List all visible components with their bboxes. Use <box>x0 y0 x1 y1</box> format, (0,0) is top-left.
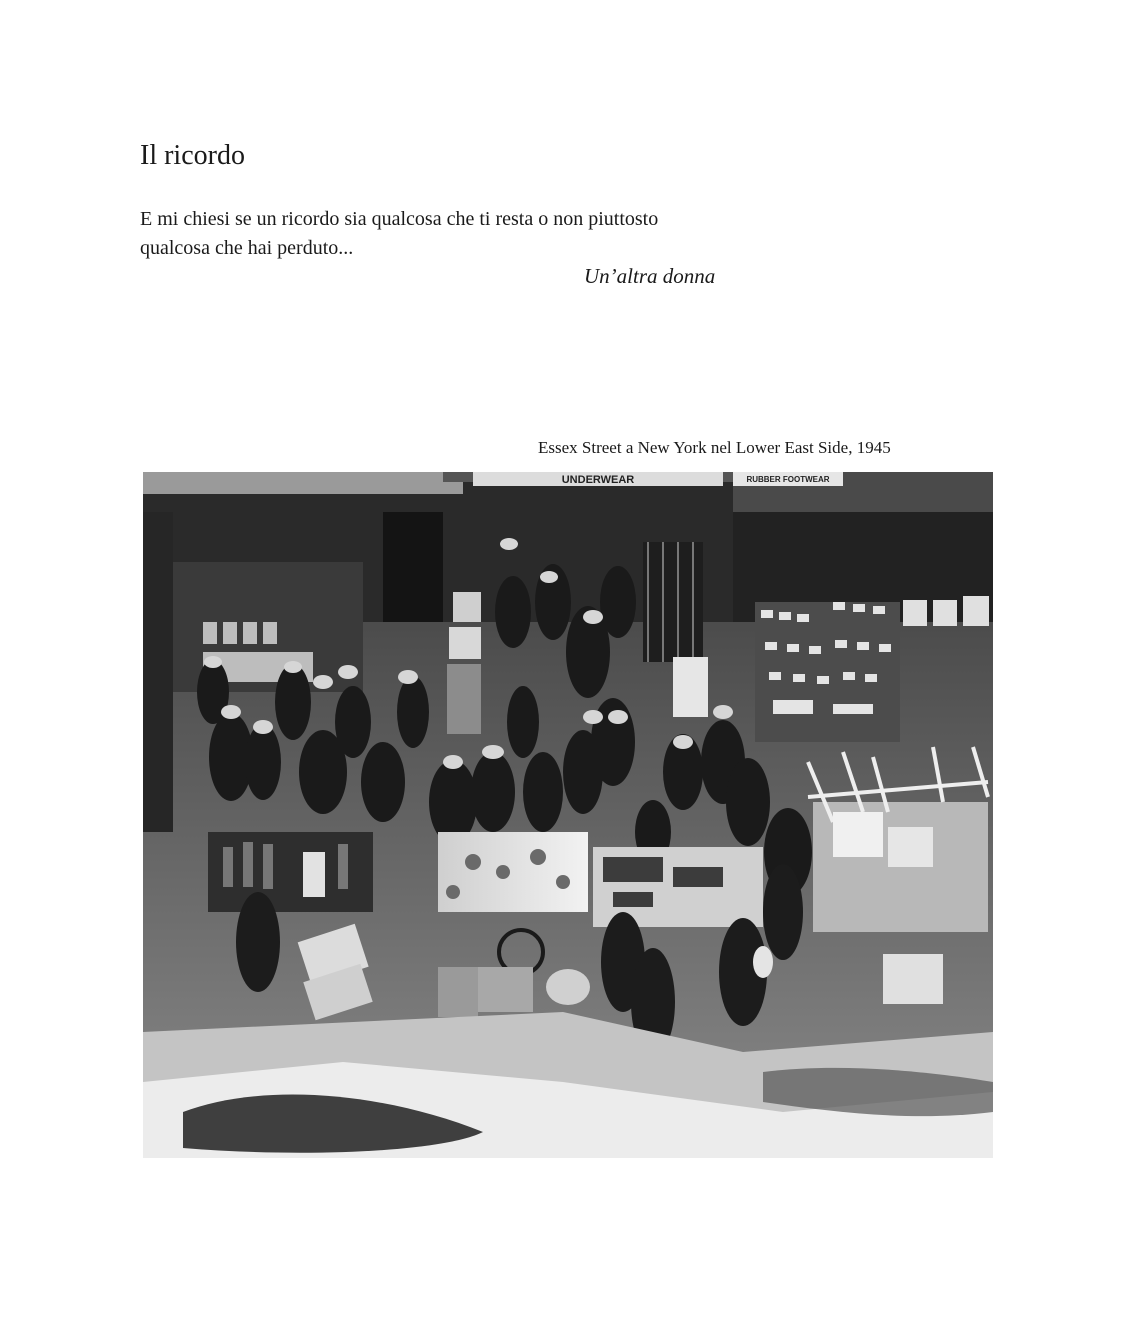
photo-caption: Essex Street a New York nel Lower East Side, 1945 <box>538 438 891 457</box>
epigraph-source: Un’altra donna <box>584 264 716 288</box>
page-title: Il ricordo <box>140 140 245 171</box>
street-market-photo <box>143 472 993 1158</box>
underwear-sign-text: UNDERWEAR <box>561 474 635 486</box>
epigraph-text: E mi chiesi se un ricordo sia qualcosa che ti resta o non piuttosto qualcosa che hai perduto... <box>140 208 659 259</box>
rubber-footwear-sign-text: RUBBER FOOTWEAR <box>746 475 830 484</box>
